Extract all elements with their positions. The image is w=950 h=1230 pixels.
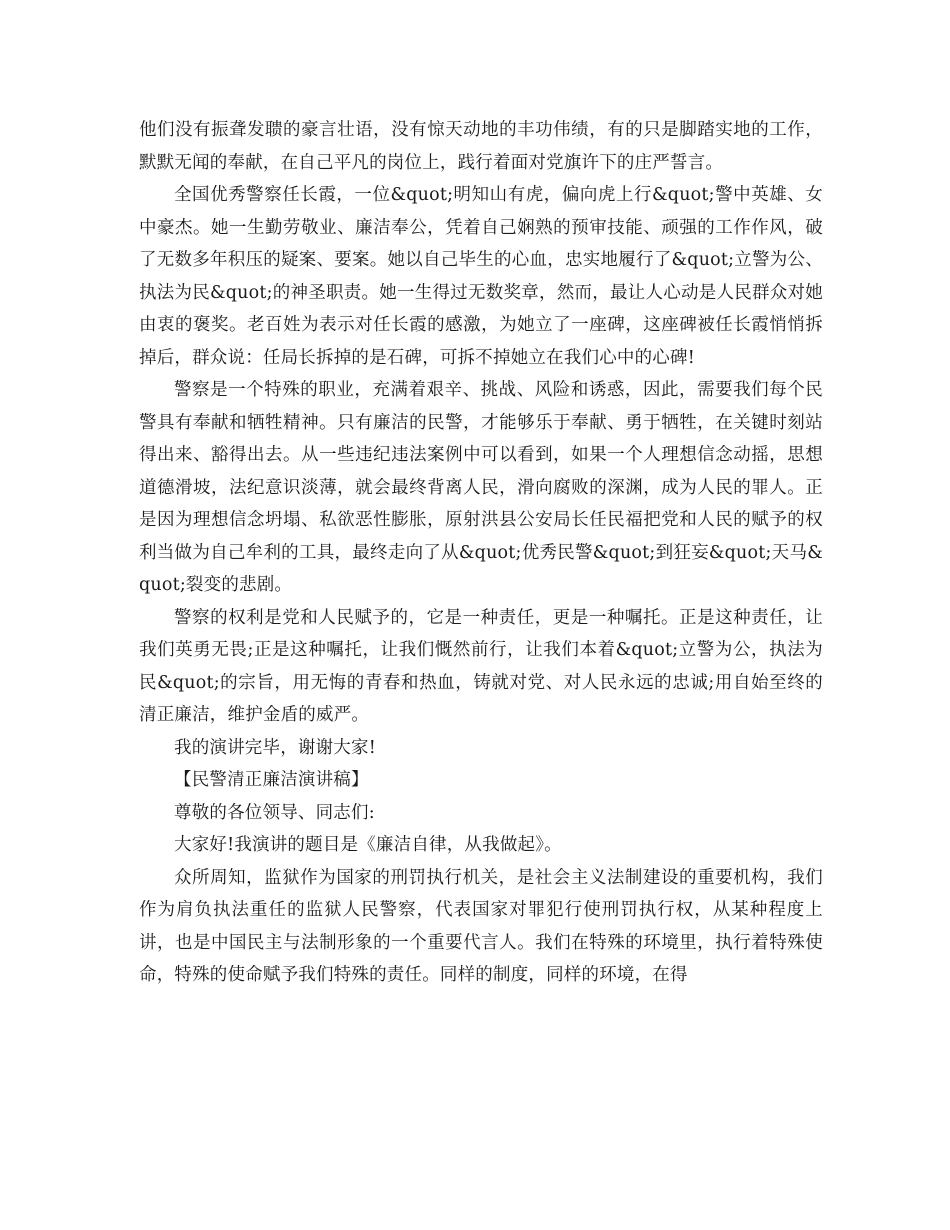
paragraph: 他们没有振聋发聩的豪言壮语，没有惊天动地的丰功伟绩，有的只是脚踏实地的工作，默默无闻的奉献，在自己平凡的岗位上，践行着面对党旗许下的庄严誓言。 bbox=[139, 120, 823, 173]
speech-topic: 大家好!我演讲的题目是《廉洁自律，从我做起》。 bbox=[174, 835, 562, 855]
paragraph: 众所周知，监狱作为国家的刑罚执行机关，是社会主义法制建设的重要机构，我们作为肩负执法重任的监狱人民警察，代表国家对罪犯行使刑罚执行权，从某种程度上讲，也是中国民主与法制形象的一个重要代言人。我们在特殊的环境里，执行着特殊使命，特殊的使命赋予我们特殊的责任。同样的制度，同样的环境，在得 bbox=[139, 867, 823, 985]
salutation: 尊敬的各位领导、同志们: bbox=[174, 802, 375, 823]
paragraph: 警察的权利是党和人民赋予的，它是一种责任，更是一种嘱托。正是这种责任，让我们英勇无畏;正是这种嘱托，让我们慨然前行，让我们本着&quot;立警为公，执法为民&quot;的宗旨，用无悔的青春和热血，铸就对党、对人民永远的忠诚;用自始至终的清正廉洁，维护金盾的威严。 bbox=[139, 607, 823, 725]
paragraph: 警察是一个特殊的职业，充满着艰辛、挑战、风险和诱惑，因此，需要我们每个民警具有奉献和牺牲精神。只有廉洁的民警，才能够乐于奉献、勇于牺牲，在关键时刻站得出来、豁得出去。从一些违纪违法案例中可以看到，如果一个人理想信念动摇，思想道德滑坡，法纪意识淡薄，就会最终背离人民，滑向腐败的深渊，成为人民的罪人。正是因为理想信念坍塌、私欲恶性膨胀，原射洪县公安局长任民福把党和人民的赋予的权利当做为自己牟利的工具，最终走向了从&quot;优秀民警&quot;到狂妄&quot;天马&quot;裂变的悲剧。 bbox=[139, 380, 823, 595]
closing-line: 我的演讲完毕，谢谢大家! bbox=[174, 737, 376, 758]
document-body bbox=[139, 114, 823, 992]
paragraph: 全国优秀警察任长霞，一位&quot;明知山有虎，偏向虎上行&quot;警中英雄、女中豪杰。她一生勤劳敬业、廉洁奉公，凭着自己娴熟的预审技能、顽强的工作作风，破了无数多年积压的疑案、要案。她以自己毕生的心血，忠实地履行了&quot;立警为公、执法为民&quot;的神圣职责。她一生得过无数奖章，然而，最让人心动是人民群众对她由衷的褒奖。老百姓为表示对任长霞的感激，为她立了一座碑，这座碑被任长霞悄悄拆掉后，群众说：任局长拆掉的是石碑，可拆不掉她立在我们心中的心碑! bbox=[139, 185, 823, 368]
section-title: 【民警清正廉洁演讲稿】 bbox=[174, 770, 369, 790]
